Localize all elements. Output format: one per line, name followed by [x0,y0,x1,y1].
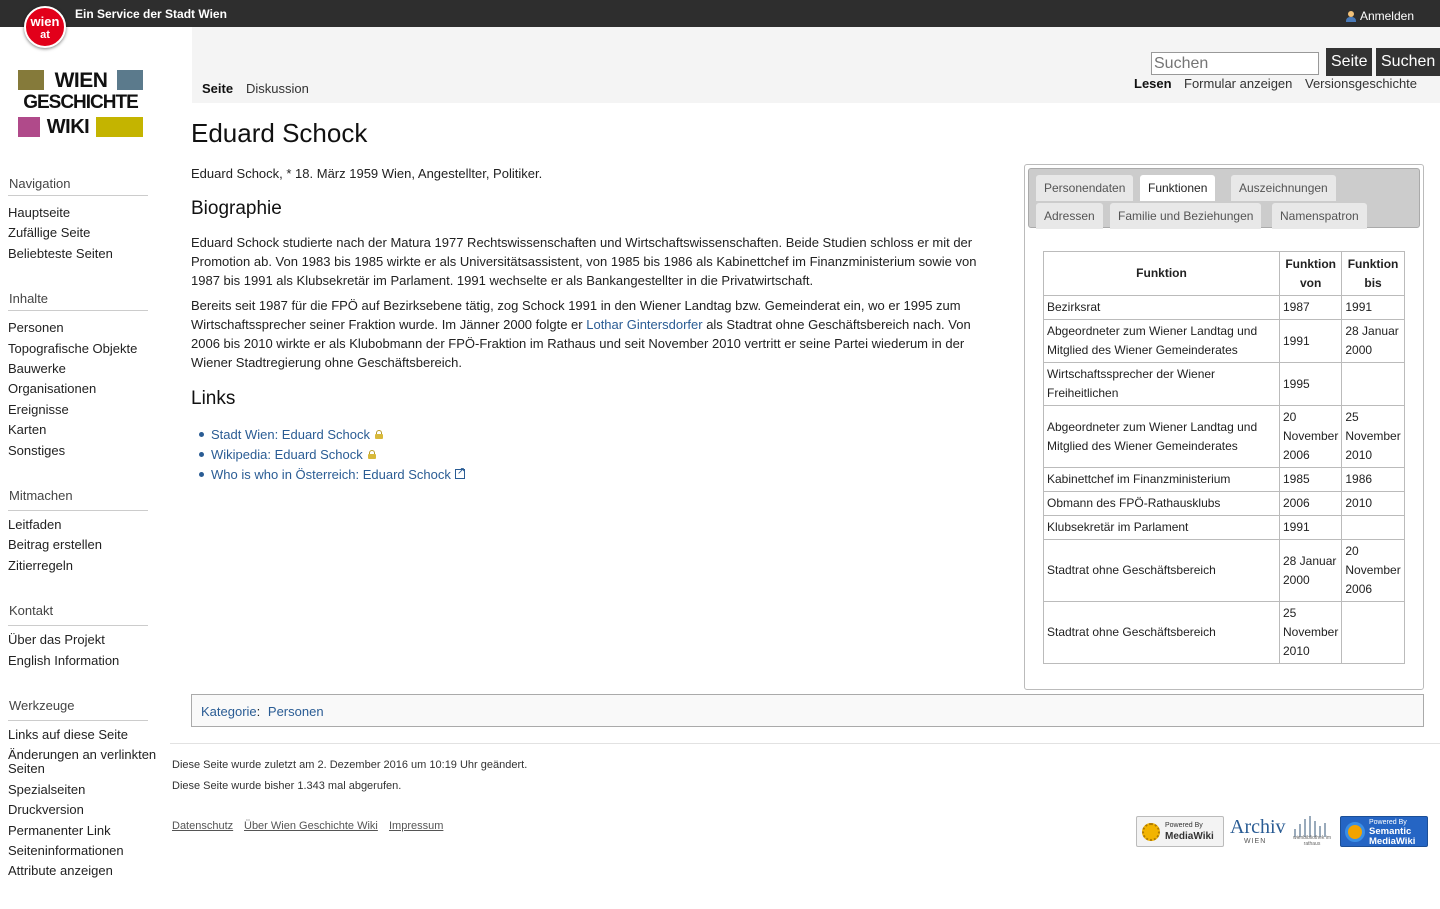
wien-at-logo-bottom: at [40,29,50,41]
sidebar-item-karten[interactable]: Karten [8,422,47,437]
sidebar-item-personen[interactable]: Personen [8,320,64,335]
tab-adressen[interactable]: Adressen [1036,203,1103,229]
view-count-text: Diese Seite wurde bisher 1.343 mal abgerufen. [172,780,402,792]
sidebar-item-zitierregeln[interactable]: Zitierregeln [8,558,74,573]
table-cell: 1995 [1280,363,1342,406]
functions-table [1043,251,1405,664]
bullet-icon [199,472,204,477]
bio-paragraph-1: Eduard Schock studierte nach der Matura 1977 Rechtswissenschaften und Wirtschaftswissenschaften. Beide Studien schloss er mit der Promotion ab. Von 1983 bis 1985 wirkte er als Universitätsassistent, von 1985 bis 1986 als Kabinettchef im Finanzministerium sowie von 1987 bis 1991 als Klubsekretär im Parlament. 1991 wechselte er als Bankangestellter in die Privatwirtschaft. [191,235,977,288]
table-cell: 1986 [1342,468,1404,492]
tab-familie-und-beziehungen[interactable]: Familie und Beziehungen [1110,203,1261,229]
sidebar-item-ereignisse[interactable]: Ereignisse [8,402,69,417]
footer-link-datenschutz[interactable]: Datenschutz [172,820,234,832]
links-list [199,424,465,484]
sidebar-item-leitfaden[interactable]: Leitfaden [8,517,62,532]
service-text: Ein Service der Stadt Wien [75,7,227,21]
logo-word-2: GESCHICHTE [23,92,138,113]
table-cell: 28 Januar 2000 [1280,540,1342,602]
sidebar-heading-kontakt: Kontakt [9,603,54,618]
logo-block-magenta [18,117,40,137]
bullet-icon [199,452,204,457]
divider [8,625,148,626]
sidebar-item-zufaellige-seite[interactable]: Zufällige Seite [8,225,91,240]
column-header-funktion-von: Funktion von [1280,252,1342,296]
login-link[interactable] [1346,9,1414,23]
list-item [199,424,465,444]
login-label: Anmelden [1359,9,1414,23]
sidebar-item-beliebteste-seiten[interactable]: Beliebteste Seiten [8,246,113,261]
logo-bar [1309,816,1311,837]
table-cell: 1991 [1280,516,1342,540]
logo-word-1: WIEN [54,69,108,92]
table-cell: Obmann des FPÖ-Rathausklubs [1044,492,1280,516]
lock-icon [368,450,376,459]
badge-smw-line2 [1369,827,1415,847]
table-cell: 20 November 2006 [1280,406,1342,468]
sidebar-item-topografische-objekte[interactable]: Topografische Objekte [8,341,138,356]
badge-archiv-line2: WIEN [1244,838,1267,845]
divider [8,310,148,311]
sidebar-item-sonstiges[interactable]: Sonstiges [8,443,66,458]
bio-paragraph-2-part-b: als Stadtrat ohne Geschäftsbereich nach. Von 2006 bis 2010 wirkte er als Klubobmann der FPÖ-Fraktion im Rathaus und seit November 2010 vertritt er seine Partei wiederum in der Wiener Stadtregierung ohne Geschäftsbereich. [191,317,971,370]
table-row [1044,492,1405,516]
table-cell [1342,516,1404,540]
footer-link-ueber[interactable]: Über Wien Geschichte Wiki [244,820,378,832]
badge-bars-caption: wienbibliothek im rathaus [1292,835,1332,847]
list-item [199,464,465,484]
powered-by-semantic-mediawiki-badge[interactable] [1340,816,1428,847]
link-who-is-who[interactable]: Who is who in Österreich: Eduard Schock [211,466,451,482]
sidebar-heading-inhalte: Inhalte [9,291,49,306]
sidebar-item-aenderungen-verlinkt[interactable]: Änderungen an verlinkten Seiten [8,747,157,776]
list-item [199,444,465,464]
wien-at-logo[interactable] [24,6,66,48]
bio-paragraph-2-part-a: Bereits seit 1987 für die FPÖ auf Bezirksebene tätig, zog Schock 1991 in den Wiener Landtag bzw. Gemeinderat ein, wo er 1995 zum Wirtschaftssprecher seiner Fraktion wurde. Im Jänner 2000 folgte er [191,298,961,332]
table-cell [1342,363,1404,406]
table-row [1044,602,1405,664]
view-form[interactable]: Formular anzeigen [1184,76,1293,91]
divider [8,195,148,196]
logo-block-olive [18,70,44,90]
divider [8,720,148,721]
badge-smw-word-mediawiki: MediaWiki [1369,836,1416,847]
badge-mw-line2: MediaWiki [1165,831,1214,842]
sidebar-item-spezialseiten[interactable]: Spezialseiten [8,782,86,797]
sidebar-item-organisationen[interactable]: Organisationen [8,381,97,396]
sidebar-item-druckversion[interactable]: Druckversion [8,802,84,817]
badge-mw-line1: Powered By [1165,822,1203,829]
section-heading-links: Links [191,388,236,409]
table-cell: Klubsekretär im Parlament [1044,516,1280,540]
section-heading-biographie: Biographie [191,198,282,219]
category-separator: : [256,704,261,719]
footer-divider [170,743,1440,744]
powered-by-mediawiki-badge[interactable] [1136,816,1224,847]
table-cell [1342,602,1404,664]
page-title: Eduard Schock [191,118,368,148]
table-cell: 25 November 2010 [1342,406,1404,468]
sidebar-item-attribute-anzeigen[interactable]: Attribute anzeigen [8,863,113,878]
sidebar-heading-werkzeuge: Werkzeuge [9,698,75,713]
table-cell: Abgeordneter zum Wiener Landtag und Mitglied des Wiener Gemeinderates [1044,406,1280,468]
table-cell: 25 November 2010 [1280,602,1342,664]
view-read[interactable]: Lesen [1134,76,1172,91]
badge-smw-line1: Powered By [1369,819,1407,826]
infobox [1024,164,1424,690]
column-header-funktion-bis: Funktion bis [1342,252,1404,296]
table-cell: 1987 [1280,296,1342,320]
table-cell: Kabinettchef im Finanzministerium [1044,468,1280,492]
table-cell: 1991 [1280,320,1342,363]
sidebar-item-permanenter-link[interactable]: Permanenter Link [8,823,111,838]
category-bar [191,694,1424,727]
bullet-icon [199,432,204,437]
wien-geschichte-wiki-logo[interactable] [18,70,143,138]
logo-word-3: WIKI [46,116,90,138]
bio-paragraph-2 [191,296,991,372]
table-cell: 2010 [1342,492,1404,516]
table-row [1044,363,1405,406]
logo-block-yellow [96,117,143,137]
sidebar-item-bauwerke[interactable]: Bauwerke [8,361,66,376]
table-cell: Wirtschaftssprecher der Wiener Freiheitlichen [1044,363,1280,406]
tab-personendaten[interactable]: Personendaten [1036,175,1133,201]
sidebar-heading-mitmachen: Mitmachen [9,488,73,503]
table-cell: 1991 [1342,296,1404,320]
lock-icon [375,430,383,439]
sidebar-item-ueber-das-projekt[interactable]: Über das Projekt [8,632,105,647]
logo-block-blue [117,70,143,90]
table-row [1044,406,1405,468]
sidebar-item-seiteninformationen[interactable]: Seiteninformationen [8,843,124,858]
table-row [1044,540,1405,602]
sidebar-heading-navigation: Navigation [9,176,71,191]
view-history[interactable]: Versionsgeschichte [1305,76,1418,91]
infobox-tabs [1028,168,1420,228]
tab-funktionen[interactable]: Funktionen [1140,175,1215,201]
mediawiki-sunflower-icon [1142,823,1160,841]
tab-namenspatron[interactable]: Namenspatron [1272,203,1367,229]
sidebar-item-english-information[interactable]: English Information [8,653,120,668]
table-cell: 20 November 2006 [1342,540,1404,602]
table-header-row [1044,252,1405,296]
link-lothar-gintersdorfer[interactable]: Lothar Gintersdorfer [586,317,703,332]
tab-auszeichnungen[interactable]: Auszeichnungen [1231,175,1336,201]
table-cell: 2006 [1280,492,1342,516]
table-cell: 28 Januar 2000 [1342,320,1404,363]
column-header-funktion: Funktion [1044,252,1280,296]
user-icon [1346,11,1356,22]
sidebar-item-beitrag-erstellen[interactable]: Beitrag erstellen [8,537,102,552]
category-personen-link[interactable]: Personen [267,704,324,719]
table-row [1044,516,1405,540]
semantic-mediawiki-gear-icon [1345,822,1365,842]
category-label-link[interactable]: Kategorie [201,704,257,719]
search-input[interactable] [1151,52,1319,75]
external-link-icon [455,469,465,479]
last-modified-text: Diese Seite wurde zuletzt am 2. Dezember 2016 um 10:19 Uhr geändert. [172,759,528,771]
tab-discussion[interactable]: Diskussion [246,81,309,96]
footer-link-impressum[interactable]: Impressum [389,820,444,832]
table-row [1044,296,1405,320]
tab-page[interactable]: Seite [202,81,234,96]
table-row [1044,320,1405,363]
table-cell: 1985 [1280,468,1342,492]
divider [8,510,148,511]
link-wikipedia[interactable]: Wikipedia: Eduard Schock [211,446,363,462]
go-page-button[interactable]: Seite [1326,48,1372,76]
archiv-wien-badge[interactable] [1230,816,1286,847]
sidebar-item-links-auf-diese-seite[interactable]: Links auf diese Seite [8,727,128,742]
wien-at-logo-top: wien [30,14,60,29]
badge-archiv-line1: Archiv [1230,816,1286,838]
wienbibliothek-badge[interactable] [1290,816,1332,847]
badge-smw-word-semantic: Semantic [1369,826,1412,837]
table-cell: Abgeordneter zum Wiener Landtag und Mitglied des Wiener Gemeinderates [1044,320,1280,363]
table-cell: Bezirksrat [1044,296,1280,320]
table-row [1044,468,1405,492]
top-bar [0,0,1440,27]
table-cell: Stadtrat ohne Geschäftsbereich [1044,540,1280,602]
table-cell: Stadtrat ohne Geschäftsbereich [1044,602,1280,664]
search-button[interactable]: Suchen [1376,48,1440,76]
link-stadt-wien[interactable]: Stadt Wien: Eduard Schock [211,426,370,442]
intro-text: Eduard Schock, * 18. März 1959 Wien, Angestellter, Politiker. [191,166,543,181]
sidebar-item-hauptseite[interactable]: Hauptseite [8,205,71,220]
